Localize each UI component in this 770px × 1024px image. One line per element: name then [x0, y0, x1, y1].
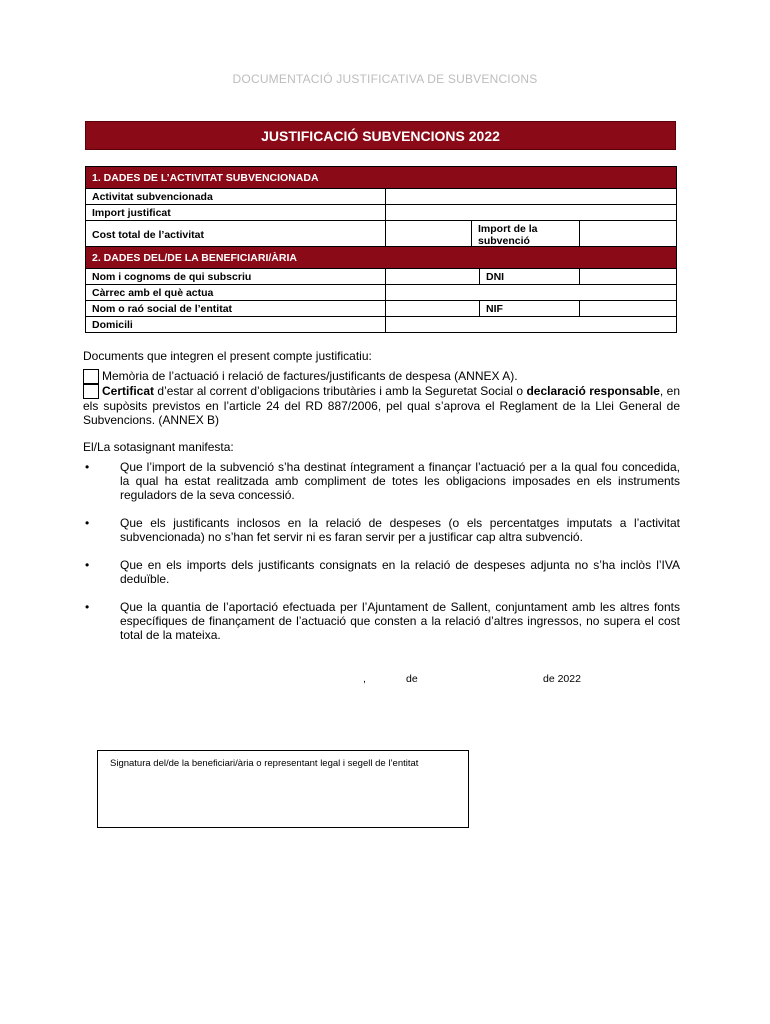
signature-box[interactable] [97, 750, 469, 828]
memoria-line [83, 369, 680, 384]
label-nom: Nom i cognoms de qui subscriu [86, 269, 386, 285]
manifest-item [83, 600, 680, 642]
field-import-justificat[interactable] [386, 205, 677, 221]
label-nif: NIF [480, 301, 580, 317]
label-cost-total: Cost total de l’activitat [86, 221, 386, 249]
bullet-icon: • [85, 516, 90, 530]
certificat-line [83, 384, 680, 427]
manifest-item-text: Que en els imports dels justificants consignats en la relació de despeses adjunta no s’ha inclòs l’IVA deduïble. [120, 558, 680, 586]
label-carrec: Càrrec amb el què actua [86, 285, 386, 301]
field-nif[interactable] [580, 301, 677, 317]
field-import-subvencio[interactable] [580, 221, 677, 249]
section2-heading: 2. DADES DEL/DE LA BENEFICIARI/ÀRIA [86, 247, 677, 269]
beneficiary-data-table [85, 246, 677, 333]
field-cost-total[interactable] [386, 221, 472, 249]
manifest-item-text: Que la quantia de l’aportació efectuada per l’Ajuntament de Sallent, conjuntament amb les altres fonts específiques de finançament de l’actuació que consten a la relació d’altres ingressos, no supera el cost total de la mateixa. [120, 600, 680, 642]
label-domicili: Domicili [86, 317, 386, 333]
section1-heading: 1. DADES DE L’ACTIVITAT SUBVENCIONADA [86, 167, 677, 189]
memoria-text: Memòria de l’actuació i relació de factures/justificants de despesa (ANNEX A). [102, 369, 518, 383]
certificat-checkbox[interactable] [83, 384, 99, 399]
manifest-intro: El/La sotasignant manifesta: [83, 440, 234, 454]
manifest-list [83, 460, 680, 642]
label-import-justificat: Import justificat [86, 205, 386, 221]
declaracio-bold: declaració responsable [526, 384, 660, 398]
manifest-item-text: Que l’import de la subvenció s’ha destinat íntegrament a finançar l’actuació per a la qual fou concedida, la qual ha estat realitzada amb compliment de totes les obligacions imposades en els instruments reguladors de la seva concessió. [120, 460, 680, 502]
date-de: de [406, 673, 418, 685]
certificat-bold: Certificat [102, 384, 155, 398]
documents-section [83, 349, 680, 427]
certificat-text: d’estar al corrent d’obligacions tributàries i amb la Seguretat Social o [154, 384, 527, 398]
field-rao-social[interactable] [386, 301, 480, 317]
manifest-item [83, 558, 680, 586]
field-dni[interactable] [580, 269, 677, 285]
manifest-item-text: Que els justificants inclosos en la relació de despeses (o els percentatges imputats a l’activitat subvencionada) no s’han fet servir ni es faran servir per a justificar cap altra subvenció. [120, 516, 680, 544]
document-header: DOCUMENTACIÓ JUSTIFICATIVA DE SUBVENCIONS [232, 72, 538, 86]
bullet-icon: • [85, 558, 90, 572]
label-rao-social: Nom o raó social de l’entitat [86, 301, 386, 317]
field-nom[interactable] [386, 269, 480, 285]
label-activitat: Activitat subvencionada [86, 189, 386, 205]
date-comma: , [363, 673, 366, 685]
manifest-section [83, 440, 680, 656]
certificat-text-end: , en els supòsits previstos en l’article 24 del RD 887/2006, pel qual s’aprova el Reglament de la Llei General de Subvencions. (ANNEX B) [83, 384, 680, 427]
label-import-subvencio: Import de la subvenció [472, 221, 580, 249]
form-title: JUSTIFICACIÓ SUBVENCIONS 2022 [85, 121, 676, 150]
signature-label: Signatura del/de la beneficiari/ària o representant legal i segell de l’entitat [110, 758, 419, 769]
label-dni: DNI [480, 269, 580, 285]
manifest-item [83, 516, 680, 544]
bullet-icon: • [85, 600, 90, 614]
field-activitat[interactable] [386, 189, 677, 205]
memoria-checkbox[interactable] [83, 369, 99, 384]
date-year: de 2022 [543, 673, 581, 685]
field-domicili[interactable] [386, 317, 677, 333]
bullet-icon: • [85, 460, 90, 474]
documents-intro: Documents que integren el present compte justificatiu: [83, 349, 372, 363]
manifest-item [83, 460, 680, 502]
field-carrec[interactable] [386, 285, 677, 301]
activity-data-table [85, 166, 677, 249]
